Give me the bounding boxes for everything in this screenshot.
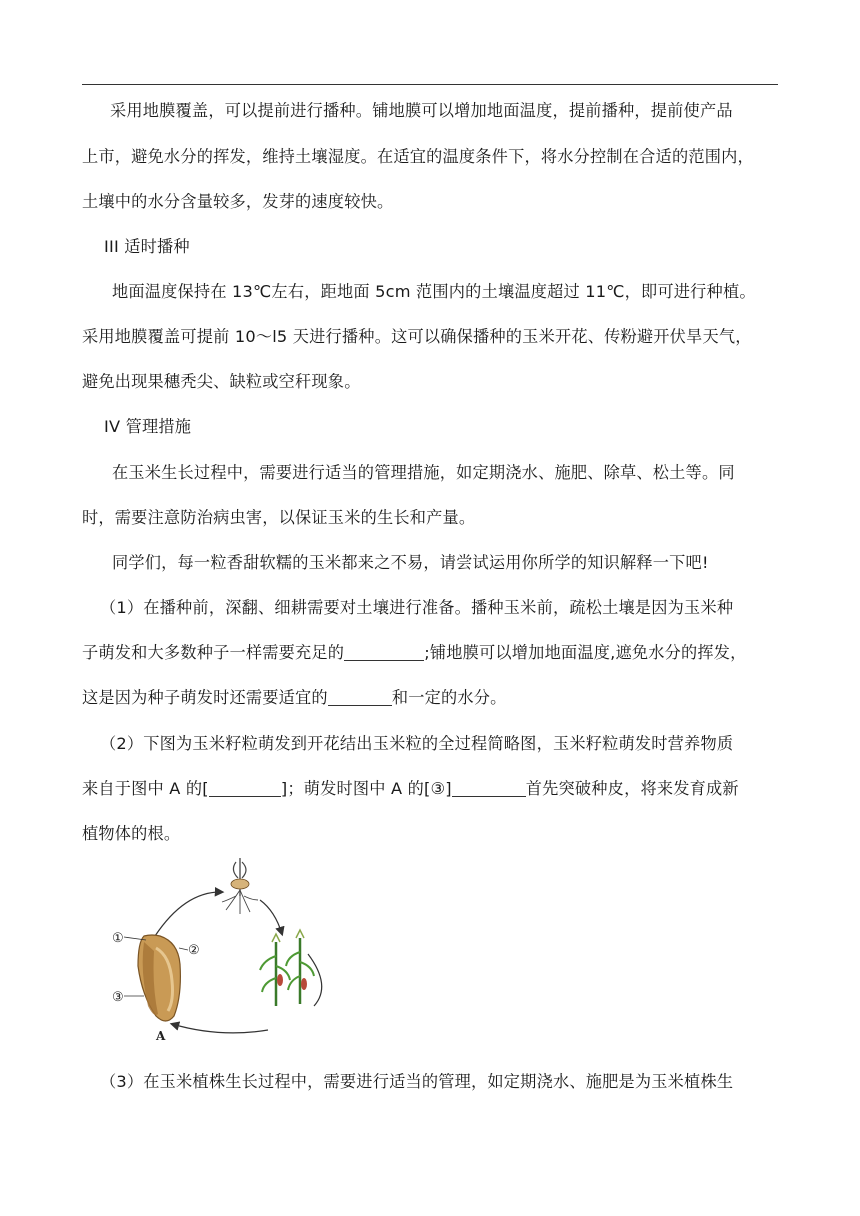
section-heading: IV 管理措施: [104, 417, 192, 436]
paragraph-line: 采用地膜覆盖可提前 10～l5 天进行播种。这可以确保播种的玉米开花、传粉避开伏旱天气，: [82, 327, 752, 346]
paragraph-line: 上市，避免水分的挥发，维持土壤湿度。在适宜的温度条件下，将水分控制在合适的范围内，: [82, 147, 754, 166]
question-text: ]；萌发时图中 A 的[③]: [280, 779, 452, 798]
paragraph-line: 采用地膜覆盖，可以提前进行播种。铺地膜可以增加地面温度，提前播种，提前使产品: [110, 101, 733, 120]
question-2-line: [82, 777, 782, 801]
question-text: 首先突破种皮，将来发育成新: [525, 779, 739, 798]
answer-blank[interactable]: [452, 778, 526, 797]
label-1: ①: [112, 931, 124, 946]
paragraph-line: 土壤中的水分含量较多，发芽的速度较快。: [82, 192, 394, 211]
question-text: 子萌发和大多数种子一样需要充足的: [82, 643, 345, 662]
label-a: A: [156, 1029, 166, 1043]
paragraph-line: 在玉米生长过程中，需要进行适当的管理措施，如定期浇水、施肥、除草、松土等。同: [112, 463, 735, 482]
label-2: ②: [188, 943, 200, 958]
paragraph-line: 地面温度保持在 13℃左右，距地面 5cm 范围内的土壤温度超过 11℃，即可进行种植。: [112, 282, 756, 301]
paragraph-line: 时，需要注意防治病虫害，以保证玉米的生长和产量。: [82, 508, 476, 527]
question-1-line: （1）在播种前，深翻、细耕需要对土壤进行准备。播种玉米前，疏松土壤是因为玉米种: [100, 598, 734, 617]
cycle-arrow: [308, 954, 322, 1006]
question-text: 来自于图中 A 的[: [82, 779, 209, 798]
question-3-line: （3）在玉米植株生长过程中，需要进行适当的管理，如定期浇水、施肥是为玉米植株生: [100, 1072, 734, 1091]
cycle-arrow: [260, 900, 282, 934]
answer-blank[interactable]: [328, 687, 392, 706]
section-heading: III 适时播种: [104, 237, 190, 256]
question-1-line: [82, 686, 782, 710]
paragraph-line: 避免出现果穗秃尖、缺粒或空秆现象。: [82, 372, 361, 391]
corn-plant-icon: [260, 934, 290, 1006]
question-text: 和一定的水分。: [391, 688, 507, 707]
question-2-line: 植物体的根。: [82, 824, 181, 843]
answer-blank[interactable]: [344, 642, 424, 661]
question-text: ;铺地膜可以增加地面温度,遮免水分的挥发，: [424, 643, 747, 662]
lifecycle-diagram: [100, 856, 340, 1046]
cycle-arrow: [155, 892, 222, 936]
question-1-line: [82, 641, 782, 665]
seedling-icon: [222, 858, 258, 914]
corn-plant-icon: [286, 930, 314, 1004]
paragraph-line: 同学们，每一粒香甜软糯的玉米都来之不易，请尝试运用你所学的知识解释一下吧!: [112, 553, 709, 572]
question-text: 这是因为种子萌发时还需要适宜的: [82, 688, 328, 707]
answer-blank[interactable]: [209, 778, 281, 797]
label-3: ③: [112, 990, 124, 1005]
corn-lifecycle-figure: [100, 856, 340, 1046]
question-2-line: （2）下图为玉米籽粒萌发到开花结出玉米粒的全过程简略图，玉米籽粒萌发时营养物质: [100, 734, 734, 753]
label-line: [179, 948, 188, 950]
cycle-arrow: [172, 1024, 268, 1033]
corn-seed-icon: [138, 935, 180, 1021]
header-rule: [82, 84, 778, 85]
